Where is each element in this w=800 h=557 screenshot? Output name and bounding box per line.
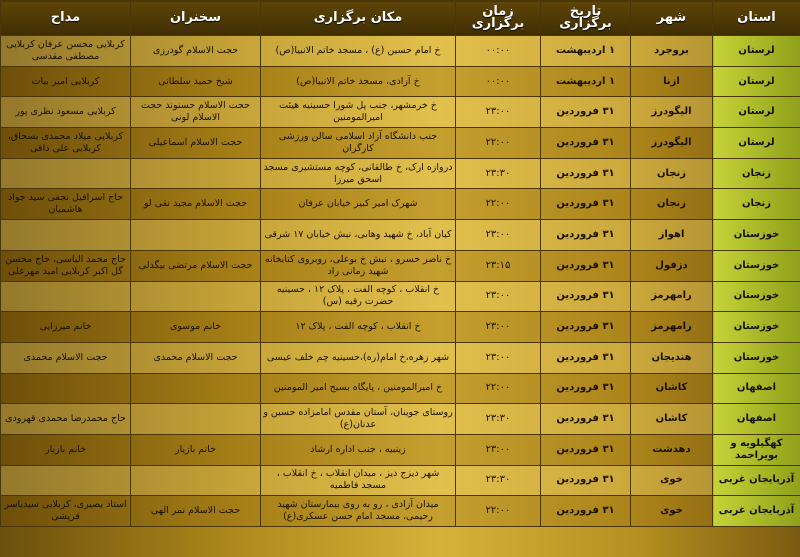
speaker-cell: شیخ حمید سلطانی: [131, 66, 261, 97]
city-cell: کاشان: [631, 373, 713, 404]
header-row: [1, 1, 800, 36]
table-row: [1, 434, 800, 465]
speaker-cell: حجت الاسلام حسنوند حجت الاسلام لونی: [131, 97, 261, 128]
header-province: استان: [713, 1, 800, 36]
speaker-cell: [131, 220, 261, 251]
time-cell: ۲۲:۰۰: [456, 128, 541, 159]
date-cell: ۳۱ فروردین: [541, 220, 631, 251]
province-cell: لرستان: [713, 128, 800, 159]
city-cell: ازنا: [631, 66, 713, 97]
header-city: شهر: [631, 1, 713, 36]
speaker-cell: حجت الاسلام گودرزی: [131, 36, 261, 67]
header-date: تاریخ برگزاری: [541, 1, 631, 36]
time-cell: ۲۲:۰۰: [456, 189, 541, 220]
time-cell: ۲۳:۳۰: [456, 465, 541, 496]
time-cell: ۲۳:۰۰: [456, 97, 541, 128]
date-cell: ۳۱ فروردین: [541, 496, 631, 527]
time-cell: ۲۲:۰۰: [456, 373, 541, 404]
date-cell: ۱ اردیبهشت: [541, 66, 631, 97]
city-cell: رامهرمز: [631, 312, 713, 343]
time-cell: ۰۰:۰۰: [456, 36, 541, 67]
venue-cell: خ انقلاب ، کوچه الفت ، پلاک ۱۲: [261, 312, 456, 343]
speaker-cell: حجت الاسلام اسماعیلی: [131, 128, 261, 159]
eulogist-cell: کربلایی میلاد محمدی بسحاق، کربلایی علی ذاقی: [1, 128, 131, 159]
province-cell: خوزستان: [713, 312, 800, 343]
city-cell: اهواز: [631, 220, 713, 251]
date-cell: ۳۱ فروردین: [541, 97, 631, 128]
table-row: [1, 128, 800, 159]
city-cell: خوی: [631, 496, 713, 527]
time-cell: ۲۳:۳۰: [456, 404, 541, 435]
venue-cell: شهر زهره،خ امام(ره)،حسینیه چم خلف عیسی: [261, 342, 456, 373]
table-row: [1, 465, 800, 496]
date-cell: ۱ اردیبهشت: [541, 36, 631, 67]
date-cell: ۳۱ فروردین: [541, 281, 631, 312]
eulogist-cell: کربلایی مسعود نظری پور: [1, 97, 131, 128]
eulogist-cell: [1, 281, 131, 312]
eulogist-cell: کربلایی امیر بیات: [1, 66, 131, 97]
eulogist-cell: [1, 373, 131, 404]
venue-cell: زینبیه ، جنب اداره ارشاد: [261, 434, 456, 465]
eulogist-cell: [1, 465, 131, 496]
time-cell: ۲۳:۱۵: [456, 250, 541, 281]
venue-cell: خ خرمشهر، جنب پل شورا حسینیه هیئت امیرالمومنین: [261, 97, 456, 128]
city-cell: دزفول: [631, 250, 713, 281]
time-cell: ۲۳:۳۰: [456, 158, 541, 189]
eulogist-cell: کربلایی محسن عرفان کربلایی مصطفی مقدسی: [1, 36, 131, 67]
city-cell: دهدشت: [631, 434, 713, 465]
province-cell: کهگیلویه و بویراحمد: [713, 434, 800, 465]
date-cell: ۳۱ فروردین: [541, 465, 631, 496]
eulogist-cell: [1, 158, 131, 189]
venue-cell: دروازه ارک، خ طالقانی، کوچه مستشیری مسجد اسحق میرزا: [261, 158, 456, 189]
city-cell: بروجرد: [631, 36, 713, 67]
date-cell: ۳۱ فروردین: [541, 128, 631, 159]
city-cell: الیگودرز: [631, 97, 713, 128]
venue-cell: جنب دانشگاه آزاد اسلامی سالن ورزشی کارگران: [261, 128, 456, 159]
table-row: [1, 281, 800, 312]
province-cell: خوزستان: [713, 281, 800, 312]
speaker-cell: حجت الاسلام مجید نقی لو: [131, 189, 261, 220]
table-row: [1, 250, 800, 281]
table-row: [1, 496, 800, 527]
city-cell: خوی: [631, 465, 713, 496]
city-cell: زنجان: [631, 189, 713, 220]
table-row: [1, 312, 800, 343]
province-cell: آذربایجان غربی: [713, 465, 800, 496]
table-row: [1, 97, 800, 128]
province-cell: زنجان: [713, 158, 800, 189]
table-row: [1, 220, 800, 251]
province-cell: خوزستان: [713, 342, 800, 373]
venue-cell: خ آزادی، مسجد خاتم الانبیا(ص): [261, 66, 456, 97]
speaker-cell: خانم موسوی: [131, 312, 261, 343]
eulogist-cell: [1, 220, 131, 251]
table-row: [1, 189, 800, 220]
date-cell: ۳۱ فروردین: [541, 373, 631, 404]
speaker-cell: [131, 281, 261, 312]
city-cell: رامهرمز: [631, 281, 713, 312]
venue-cell: خ امیرالمومنین ، پایگاه بسیج امیر المومنین: [261, 373, 456, 404]
eulogist-cell: خانم میرزایی: [1, 312, 131, 343]
venue-cell: میدان آزادی ، رو به روی بیمارستان شهید رحیمی، مسجد امام حسن عسکری(ع): [261, 496, 456, 527]
venue-cell: کیان آباد، خ شهید وهابی، نبش خیابان ۱۷ شرقی: [261, 220, 456, 251]
date-cell: ۳۱ فروردین: [541, 189, 631, 220]
time-cell: ۲۳:۰۰: [456, 342, 541, 373]
province-cell: اصفهان: [713, 404, 800, 435]
table-body: [1, 36, 800, 527]
header-time: زمان برگزاری: [456, 1, 541, 36]
province-cell: لرستان: [713, 97, 800, 128]
speaker-cell: [131, 404, 261, 435]
province-cell: زنجان: [713, 189, 800, 220]
date-cell: ۳۱ فروردین: [541, 434, 631, 465]
time-cell: ۲۲:۰۰: [456, 496, 541, 527]
table-row: [1, 404, 800, 435]
city-cell: الیگودرز: [631, 128, 713, 159]
speaker-cell: حجت الاسلام نمر الهی: [131, 496, 261, 527]
table-row: [1, 373, 800, 404]
date-cell: ۳۱ فروردین: [541, 250, 631, 281]
speaker-cell: [131, 465, 261, 496]
header-speaker: سخنران: [131, 1, 261, 36]
table-row: [1, 66, 800, 97]
province-cell: آذربایجان غربی: [713, 496, 800, 527]
eulogist-cell: حاج اسرافیل نجفی سید جواد هاشمیان: [1, 189, 131, 220]
time-cell: ۲۳:۰۰: [456, 281, 541, 312]
table-row: [1, 158, 800, 189]
speaker-cell: [131, 158, 261, 189]
city-cell: هندیجان: [631, 342, 713, 373]
venue-cell: خ انقلاب ، کوچه الفت ، پلاک ۱۲ ، حسینیه حضرت رقیه (س): [261, 281, 456, 312]
speaker-cell: [131, 373, 261, 404]
province-cell: خوزستان: [713, 250, 800, 281]
city-cell: زنجان: [631, 158, 713, 189]
venue-cell: شهرک امیر کبیر خیابان عرفان: [261, 189, 456, 220]
speaker-cell: حجت الاسلام مرتضی بیگدلی: [131, 250, 261, 281]
eulogist-cell: استاد بصیری، کربلایی سیدیاسر قریشی: [1, 496, 131, 527]
city-cell: کاشان: [631, 404, 713, 435]
venue-cell: شهر دیزج دیز ، میدان انقلاب ، خ انقلاب ، مسجد فاطمیه: [261, 465, 456, 496]
date-cell: ۳۱ فروردین: [541, 158, 631, 189]
eulogist-cell: حاج محمدرضا محمدی قهرودی: [1, 404, 131, 435]
header-venue: مکان برگزاری: [261, 1, 456, 36]
time-cell: ۰۰:۰۰: [456, 66, 541, 97]
eulogist-cell: حاج محمد الیاسی، حاج محسن گل اکبر کربلایی امید مهرعلی: [1, 250, 131, 281]
province-cell: لرستان: [713, 36, 800, 67]
venue-cell: خ ناصر خسرو ، نبش خ بوعلی، روبروی کتابخانه شهید زمانی راد: [261, 250, 456, 281]
table-row: [1, 36, 800, 67]
time-cell: ۲۳:۰۰: [456, 220, 541, 251]
header-eulogist: مداح: [1, 1, 131, 36]
eulogist-cell: خانم بازیار: [1, 434, 131, 465]
eulogist-cell: حجت الاسلام محمدی: [1, 342, 131, 373]
date-cell: ۳۱ فروردین: [541, 312, 631, 343]
speaker-cell: خانم بازیار: [131, 434, 261, 465]
date-cell: ۳۱ فروردین: [541, 404, 631, 435]
date-cell: ۳۱ فروردین: [541, 342, 631, 373]
table-row: [1, 342, 800, 373]
time-cell: ۲۳:۰۰: [456, 312, 541, 343]
speaker-cell: حجت الاسلام محمدی: [131, 342, 261, 373]
venue-cell: روستای جوینان، آستان مقدس امامزاده حسین و عدنان(ع): [261, 404, 456, 435]
venue-cell: خ امام حسین (ع) ، مسجد خاتم الانبیا(ص): [261, 36, 456, 67]
province-cell: خوزستان: [713, 220, 800, 251]
province-cell: اصفهان: [713, 373, 800, 404]
time-cell: ۲۳:۰۰: [456, 434, 541, 465]
province-cell: لرستان: [713, 66, 800, 97]
